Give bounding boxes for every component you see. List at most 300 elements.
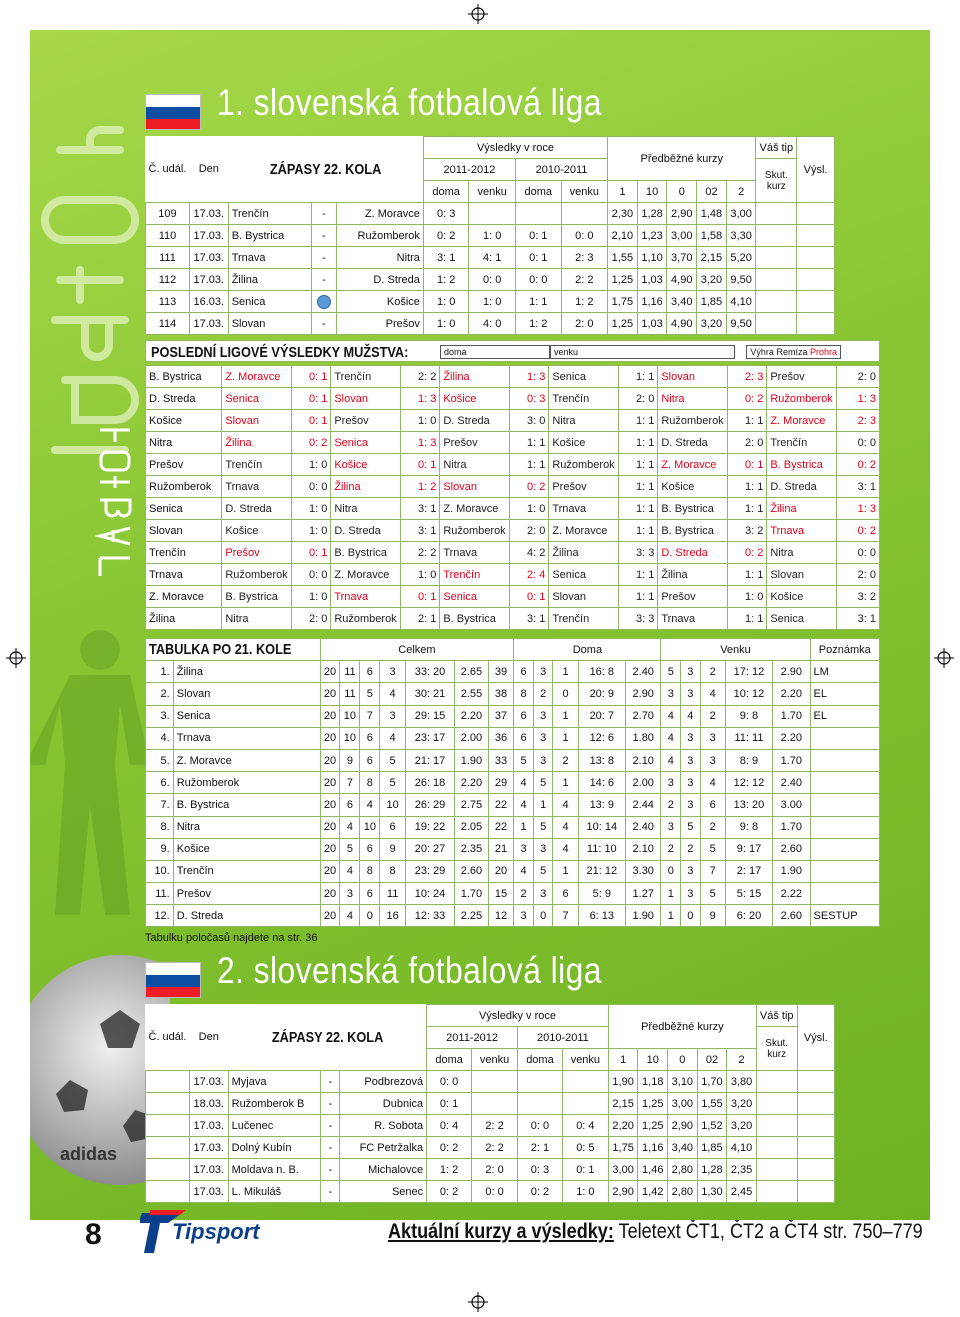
odds-value: 3,00 (608, 1159, 638, 1181)
score: 2: 0 (618, 388, 658, 410)
score: 0: 1 (400, 586, 440, 608)
home-team: Myjava (228, 1071, 321, 1093)
opponent: D. Streda (658, 432, 727, 454)
away-stat: 3.00 (773, 794, 810, 816)
away-stat: 1.90 (773, 860, 810, 882)
position: 6. (146, 772, 174, 794)
overall-stat: 10 (340, 705, 360, 727)
match-date: 17.03. (189, 225, 228, 247)
home-stat: 5 (533, 860, 553, 882)
team-name: B. Bystrica (173, 794, 320, 816)
standings-row (146, 816, 880, 838)
past-result: 0: 3 (517, 1159, 562, 1181)
past-result: 0: 0 (469, 269, 516, 291)
odds-value: 4,10 (726, 291, 756, 313)
score: 0: 2 (836, 520, 879, 542)
odds-value: 1,25 (638, 1093, 668, 1115)
tip-header: Váš tip (756, 137, 797, 159)
past-result (562, 1071, 608, 1093)
away-stat: 2.60 (773, 838, 810, 860)
home-stat: 6 (553, 883, 578, 905)
score: 1: 0 (291, 520, 331, 542)
away-stat: 2 (700, 705, 725, 727)
home-team: L. Mikuláš (228, 1181, 321, 1203)
past-result: 1: 2 (427, 1159, 472, 1181)
tip-input-cell[interactable] (756, 247, 797, 269)
position: 9. (146, 838, 174, 860)
opponent: Košice (549, 432, 618, 454)
opponent: Žilina (440, 366, 509, 388)
home-stat: 1.80 (625, 727, 661, 749)
past-result: 2: 2 (472, 1137, 518, 1159)
actual-odds-header: Skut. kurz (756, 1027, 797, 1071)
score: 2: 0 (836, 366, 879, 388)
opponent: Senica (767, 608, 836, 630)
result-header: Výsl. (797, 137, 835, 203)
odds-value: 1,75 (608, 1137, 638, 1159)
past-result (472, 1071, 518, 1093)
away-col: venku (472, 1049, 518, 1071)
tip-input-cell[interactable] (756, 291, 797, 313)
opponent: Prešov (767, 366, 836, 388)
overall-stat: 2.05 (455, 816, 489, 838)
away-stat: 6 (700, 794, 725, 816)
opponent: Trnava (331, 586, 400, 608)
overall-stat: 11 (340, 683, 360, 705)
score: 4: 2 (509, 542, 549, 564)
overall-stat: 2.20 (455, 772, 489, 794)
tip-input-cell[interactable] (756, 313, 797, 335)
score: 1: 1 (727, 498, 767, 520)
score: 0: 1 (400, 454, 440, 476)
position: 8. (146, 816, 174, 838)
overall-stat: 33: 20 (405, 661, 454, 683)
odds-value: 3,20 (727, 1115, 757, 1137)
tip-input-cell[interactable] (756, 1181, 797, 1203)
away-stat: 1.70 (773, 816, 810, 838)
home-stat: 6: 13 (578, 905, 625, 927)
halftime-table-note: Tabulku poločasů najdete na str. 36 (145, 932, 318, 944)
home-team: Dolný Kubín (228, 1137, 321, 1159)
overall-stat: 8 (360, 772, 380, 794)
score: 2: 0 (836, 564, 879, 586)
home-team: Senica (228, 291, 311, 313)
home-stat: 1 (514, 816, 534, 838)
col-day: Den (198, 1031, 219, 1044)
overall-stat: 1.70 (455, 883, 489, 905)
tip-input-cell[interactable] (756, 269, 797, 291)
opponent: Trenčín (549, 608, 618, 630)
team-results-row (146, 432, 880, 454)
score: 1: 3 (400, 388, 440, 410)
past-result (561, 203, 608, 225)
past-result (472, 1093, 518, 1115)
match-row (146, 1159, 835, 1181)
past-result: 1: 0 (469, 225, 516, 247)
overall-stat: 21: 17 (405, 749, 454, 771)
score: 1: 1 (618, 520, 658, 542)
odds-value: 4,10 (727, 1137, 757, 1159)
result-cell (797, 1137, 834, 1159)
home-stat: 4 (553, 816, 578, 838)
score: 1: 1 (509, 432, 549, 454)
standings-row (146, 661, 880, 683)
past-result: 1: 0 (423, 313, 469, 335)
opponent: Košice (658, 476, 727, 498)
home-stat: 2.10 (625, 749, 661, 771)
odds-value: 1,16 (638, 1137, 668, 1159)
odds-value: 3,40 (668, 1137, 698, 1159)
away-stat: 17: 12 (725, 661, 772, 683)
opponent: Slovan (658, 366, 727, 388)
away-col: venku (469, 181, 516, 203)
score: 3: 3 (618, 608, 658, 630)
home-stat: 4 (553, 794, 578, 816)
score: 1: 3 (400, 432, 440, 454)
away-stat: 5 (700, 883, 725, 905)
away-stat: 2 (681, 838, 701, 860)
opponent: Trnava (767, 520, 836, 542)
crop-mark-icon (934, 648, 954, 668)
score: 0: 1 (509, 586, 549, 608)
overall-stat: 3 (340, 883, 360, 905)
past-result: 1: 0 (423, 291, 469, 313)
match-number (146, 1093, 190, 1115)
score: 0: 1 (291, 542, 331, 564)
legend (746, 345, 841, 359)
away-stat: 2 (661, 838, 681, 860)
dash-separator: - (321, 1071, 340, 1093)
result-header: Výsl. (797, 1005, 834, 1071)
away-stat: 3 (661, 772, 681, 794)
tip-input-cell[interactable] (756, 1115, 797, 1137)
result-cell (797, 1093, 834, 1115)
league1-header (145, 82, 665, 134)
away-team: Senec (340, 1181, 427, 1203)
opponent: Ružomberok (440, 520, 509, 542)
tip-input-cell[interactable] (756, 1071, 797, 1093)
odds-value: 2,10 (608, 225, 638, 247)
team-results-row (146, 542, 880, 564)
overall-stat: 2.60 (455, 860, 489, 882)
opponent: Trenčín (549, 388, 618, 410)
opponent: D. Streda (222, 498, 291, 520)
past-result (562, 1093, 608, 1115)
overall-stat: 4 (340, 860, 360, 882)
odds-1-col: 1 (608, 1049, 638, 1071)
legend-win: Výhra (750, 347, 774, 357)
tip-input-cell[interactable] (756, 225, 797, 247)
away-stat: 4 (661, 727, 681, 749)
match-row (146, 291, 835, 313)
standings-row (146, 772, 880, 794)
opponent: Žilina (331, 476, 400, 498)
match-row (146, 203, 835, 225)
past-result: 0: 1 (515, 247, 561, 269)
opponent: Trenčín (331, 366, 400, 388)
overall-stat: 5 (380, 749, 406, 771)
home-stat: 10: 14 (578, 816, 625, 838)
overall-stat: 30: 21 (405, 683, 454, 705)
overall-stat: 2.75 (455, 794, 489, 816)
dash-separator: - (312, 203, 336, 225)
away-stat: 2 (661, 794, 681, 816)
home-stat: 1.90 (625, 905, 661, 927)
legend-draw: Remíza (776, 347, 808, 357)
opponent: Nitra (658, 388, 727, 410)
dash-separator: - (321, 1159, 340, 1181)
season-2010-2011: 2010-2011 (515, 159, 607, 181)
overall-stat: 20 (320, 727, 340, 749)
odds-value: 1,58 (697, 225, 727, 247)
match-number (146, 1071, 190, 1093)
note: LM (810, 661, 879, 683)
home-stat: 4 (514, 772, 534, 794)
past-result: 0: 3 (423, 203, 469, 225)
home-stat: 13: 8 (578, 749, 625, 771)
overall-stat: 20 (320, 749, 340, 771)
standings-row (146, 905, 880, 927)
footer-label: Aktuální kurzy a výsledky: (388, 1220, 614, 1243)
home-stat: 2 (553, 749, 578, 771)
away-stat: 2.22 (773, 883, 810, 905)
home-stat: 4 (514, 860, 534, 882)
away-stat: 3 (681, 661, 701, 683)
overall-stat: 6 (380, 816, 406, 838)
round-title: ZÁPASY 22. KOLA (271, 1028, 383, 1046)
overall-stat: 26: 29 (405, 794, 454, 816)
score: 1: 1 (618, 454, 658, 476)
score: 1: 1 (727, 476, 767, 498)
opponent: Košice (767, 586, 836, 608)
tip-input-cell[interactable] (756, 1093, 797, 1115)
team-results-row (146, 564, 880, 586)
score: 2: 2 (400, 542, 440, 564)
odds-02-col: 02 (697, 181, 727, 203)
score: 1: 1 (618, 366, 658, 388)
odds-value: 3,30 (726, 225, 756, 247)
home-team: Moldava n. B. (228, 1159, 321, 1181)
match-number: 110 (146, 225, 190, 247)
overall-stat: 33 (488, 749, 514, 771)
score: 0: 3 (509, 388, 549, 410)
note (810, 749, 879, 771)
home-stat: 2.00 (625, 772, 661, 794)
home-stat: 3 (514, 905, 534, 927)
odds-value: 2,30 (608, 203, 638, 225)
overall-stat: 5 (360, 683, 380, 705)
overall-stat: 20 (488, 860, 514, 882)
opponent: D. Streda (440, 410, 509, 432)
dash-separator: - (312, 313, 336, 335)
opponent: Trnava (222, 476, 291, 498)
away-stat: 9: 8 (725, 705, 772, 727)
home-col: doma (515, 181, 561, 203)
home-stat: 2 (533, 683, 553, 705)
opponent: Ružomberok (658, 410, 727, 432)
score: 1: 1 (618, 564, 658, 586)
home-stat: 3 (533, 727, 553, 749)
footer-text (388, 1220, 923, 1244)
overall-stat: 22 (488, 794, 514, 816)
home-stat: 7 (553, 905, 578, 927)
score: 3: 2 (836, 586, 879, 608)
odds-value: 1,03 (637, 313, 667, 335)
home-stat: 5 (533, 772, 553, 794)
opponent: B. Bystrica (331, 542, 400, 564)
team-name: Žilina (173, 661, 320, 683)
home-stat: 2.70 (625, 705, 661, 727)
score: 0: 0 (836, 432, 879, 454)
result-cell (797, 1181, 834, 1203)
away-stat: 2.20 (773, 727, 810, 749)
slovakia-flag-icon (145, 962, 201, 998)
score: 1: 0 (509, 498, 549, 520)
overall-stat: 20 (320, 683, 340, 705)
note (810, 772, 879, 794)
home-stat: 12: 6 (578, 727, 625, 749)
overall-stat: 4 (340, 905, 360, 927)
past-result: 0: 0 (472, 1181, 518, 1203)
crop-mark-icon (6, 648, 26, 668)
away-stat: 4 (700, 683, 725, 705)
dash-separator: - (312, 225, 336, 247)
past-result: 0: 2 (423, 225, 469, 247)
away-stat: 5 (661, 661, 681, 683)
opponent: D. Streda (331, 520, 400, 542)
standings-row (146, 727, 880, 749)
match-row (146, 1115, 835, 1137)
overall-stat: 4 (380, 727, 406, 749)
overall-header: Celkem (320, 639, 514, 661)
odds-value: 4,90 (667, 269, 697, 291)
note: SESTUP (810, 905, 879, 927)
tip-input-cell[interactable] (756, 203, 797, 225)
overall-stat: 9 (380, 838, 406, 860)
opponent: Nitra (767, 542, 836, 564)
past-result (517, 1093, 562, 1115)
home-stat: 3 (533, 705, 553, 727)
score: 0: 1 (291, 388, 331, 410)
match-date: 17.03. (189, 269, 228, 291)
opponent: D. Streda (767, 476, 836, 498)
season-2011-2012: 2011-2012 (423, 159, 515, 181)
slovakia-flag-icon (145, 94, 201, 130)
result-cell (797, 225, 835, 247)
score: 0: 1 (727, 454, 767, 476)
overall-stat: 6 (360, 661, 380, 683)
odds-value: 1,03 (637, 269, 667, 291)
tip-input-cell[interactable] (756, 1137, 797, 1159)
odds-value: 1,75 (608, 291, 638, 313)
away-stat: 3 (661, 683, 681, 705)
round-title: ZÁPASY 22. KOLA (269, 160, 382, 178)
team-name: Z. Moravce (173, 749, 320, 771)
odds-value: 2,15 (608, 1093, 638, 1115)
opponent: Slovan (767, 564, 836, 586)
match-number: 112 (146, 269, 190, 291)
position: 2. (146, 683, 174, 705)
score: 1: 1 (727, 608, 767, 630)
overall-stat: 7 (340, 772, 360, 794)
odds-value: 2,20 (608, 1115, 638, 1137)
away-stat: 2: 17 (725, 860, 772, 882)
score: 0: 0 (836, 542, 879, 564)
score: 1: 1 (618, 432, 658, 454)
club-logo-icon (317, 295, 331, 309)
away-stat: 3 (681, 683, 701, 705)
opponent: Košice (440, 388, 509, 410)
odds-value: 2,90 (667, 203, 697, 225)
odds-value: 1,46 (638, 1159, 668, 1181)
svg-text:adidas: adidas (60, 1144, 118, 1164)
home-stat: 1 (553, 772, 578, 794)
note (810, 883, 879, 905)
home-stat: 2.40 (625, 816, 661, 838)
home-label-box: doma (440, 345, 550, 359)
score: 1: 3 (836, 498, 879, 520)
away-stat: 13: 20 (725, 794, 772, 816)
result-cell (797, 203, 835, 225)
page-number: 8 (85, 1218, 102, 1251)
odds-value: 1,42 (638, 1181, 668, 1203)
odds-value: 9,50 (726, 269, 756, 291)
away-team: Podbrezová (340, 1071, 427, 1093)
opponent: Nitra (331, 498, 400, 520)
team-name: Trnava (173, 727, 320, 749)
overall-stat: 3 (380, 661, 406, 683)
note (810, 727, 879, 749)
score: 1: 1 (618, 476, 658, 498)
score: 0: 2 (836, 454, 879, 476)
tipsport-wordmark: Tipsport (172, 1219, 260, 1244)
odds-value: 2,90 (608, 1181, 638, 1203)
opponent: Slovan (440, 476, 509, 498)
standings-row (146, 749, 880, 771)
past-result: 0: 1 (427, 1093, 472, 1115)
odds-value: 1,90 (608, 1071, 638, 1093)
past-result: 1: 2 (561, 291, 608, 313)
home-stat: 2.40 (625, 661, 661, 683)
score: 3: 1 (836, 476, 879, 498)
opponent: B. Bystrica (658, 498, 727, 520)
dash-separator (312, 291, 336, 313)
past-result: 1: 1 (515, 291, 561, 313)
standings-row (146, 683, 880, 705)
away-stat: 3 (681, 772, 701, 794)
odds-value: 1,48 (697, 203, 727, 225)
overall-stat: 2.35 (455, 838, 489, 860)
home-col: doma (423, 181, 469, 203)
dash-separator: - (321, 1181, 340, 1203)
away-stat: 3 (700, 749, 725, 771)
match-number: 109 (146, 203, 190, 225)
tip-input-cell[interactable] (756, 1159, 797, 1181)
away-label-box: venku (550, 345, 735, 359)
odds-value: 3,00 (668, 1093, 698, 1115)
away-stat: 9: 17 (725, 838, 772, 860)
home-stat: 20: 7 (578, 705, 625, 727)
score: 1: 1 (727, 564, 767, 586)
overall-stat: 0 (360, 905, 380, 927)
past-result: 1: 2 (515, 313, 561, 335)
league2-title: 2. slovenská fotbalová liga (217, 950, 602, 991)
match-date: 17.03. (189, 1159, 228, 1181)
score: 0: 2 (727, 388, 767, 410)
match-row (146, 313, 835, 335)
opponent: Slovan (222, 410, 291, 432)
match-date: 16.03. (189, 291, 228, 313)
